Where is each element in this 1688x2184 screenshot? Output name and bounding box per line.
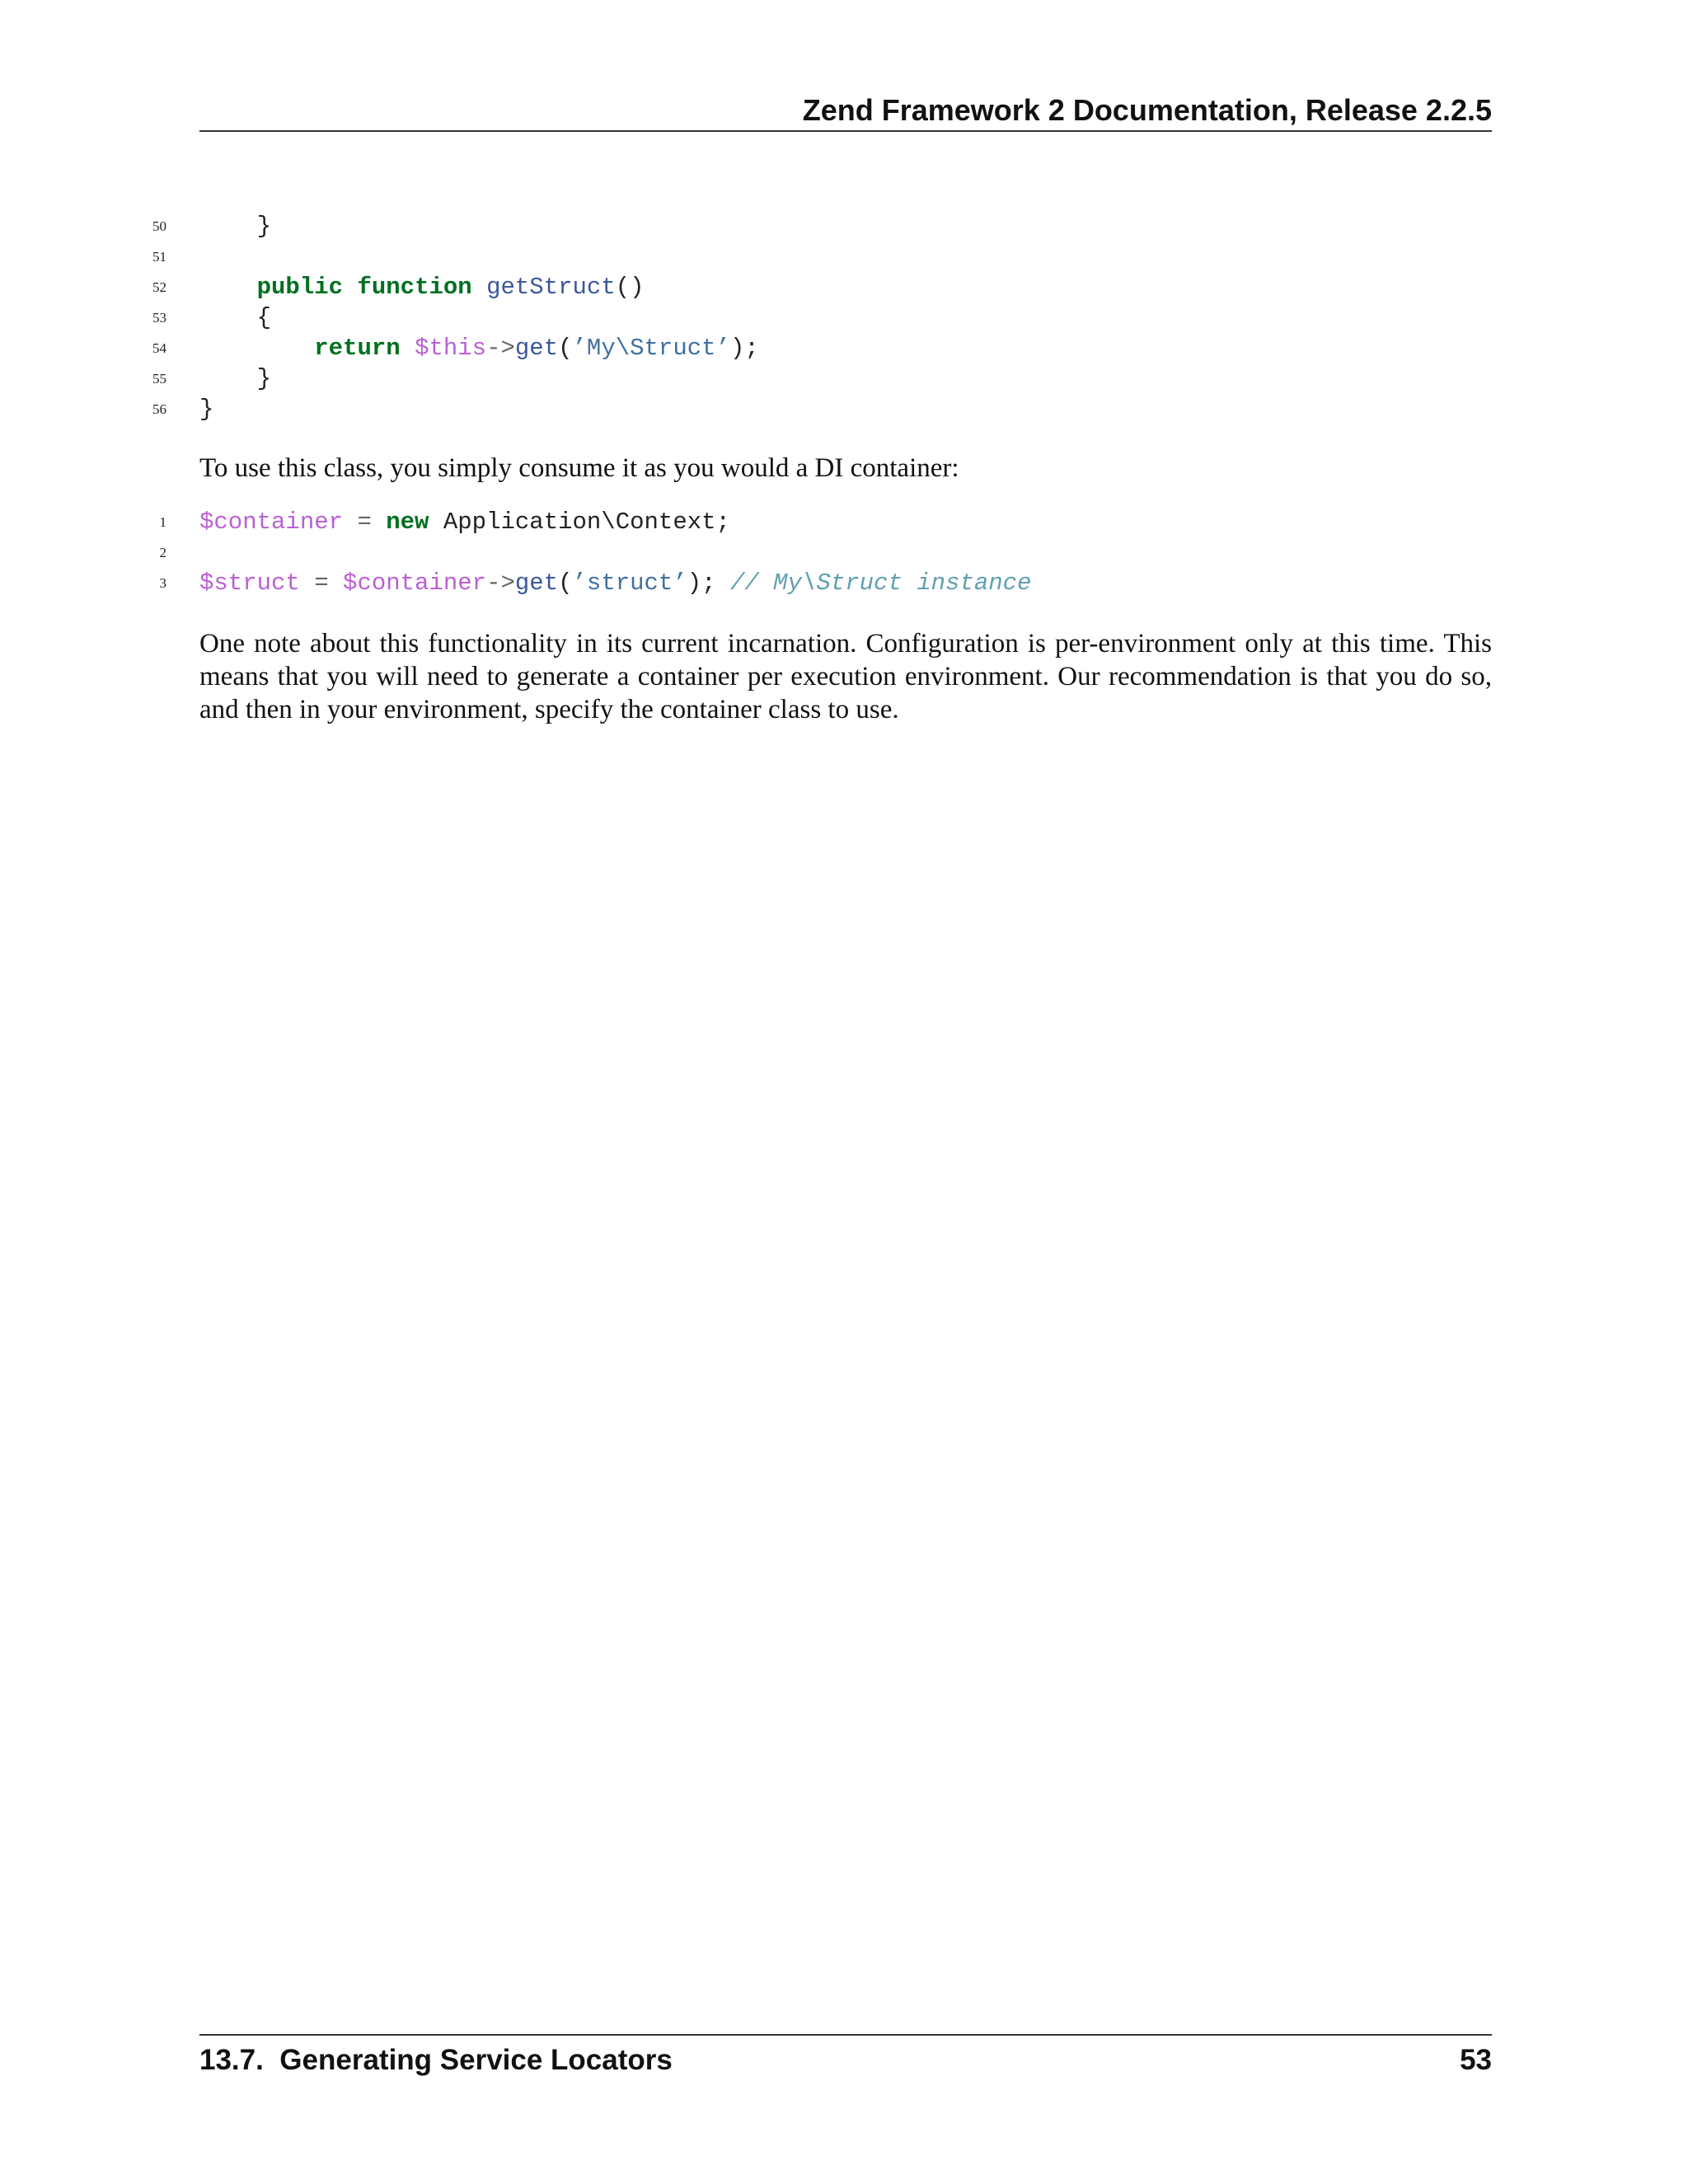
footer-section-title: 13.7. Generating Service Locators <box>199 2044 673 2076</box>
code-token <box>343 274 357 301</box>
code-token: ( <box>558 569 573 597</box>
code-token: -> <box>486 335 515 362</box>
code-token <box>199 335 314 362</box>
code-token <box>329 569 343 597</box>
code-token: $this <box>415 335 487 362</box>
line-number: 55 <box>152 371 166 387</box>
code-token: $container <box>199 509 344 536</box>
line-number: 50 <box>152 218 166 234</box>
footer-rule <box>199 2034 1492 2036</box>
code-text <box>199 568 1031 598</box>
code-line <box>0 394 1688 424</box>
code-token <box>372 509 386 536</box>
line-number: 1 <box>159 514 166 530</box>
code-token <box>401 335 415 362</box>
code-text <box>199 507 730 537</box>
code-token: = <box>314 569 329 597</box>
code-line <box>0 241 1688 272</box>
line-number: 51 <box>152 249 166 265</box>
header-title: Zend Framework 2 Documentation, Release 2.2.5 <box>802 93 1492 127</box>
code-token: Application\Context; <box>429 509 730 536</box>
line-number: 52 <box>152 279 166 295</box>
code-token <box>472 274 486 301</box>
code-line <box>0 272 1688 302</box>
line-number: 54 <box>152 340 166 356</box>
paragraph-usage-intro: To use this class, you simply consume it as you would a DI container: <box>199 453 959 483</box>
code-line <box>0 302 1688 333</box>
code-token: = <box>357 509 372 536</box>
line-number: 56 <box>152 401 166 417</box>
code-token: ’My\Struct’ <box>572 335 730 362</box>
code-line <box>0 507 1688 537</box>
code-line <box>0 363 1688 394</box>
code-token: } <box>199 213 272 240</box>
code-token <box>300 569 314 597</box>
code-token: -> <box>486 569 515 597</box>
code-text <box>199 272 645 302</box>
code-token <box>343 509 357 536</box>
code-token: { <box>199 304 272 331</box>
paragraph-note: One note about this functionality in its current incarnation. Configuration is per-environment only at this time. This means that you will need to generate a container per execution environment. Our recommendation is that you do so, and then in your environment, specify the container class to use. <box>199 629 1492 724</box>
code-line <box>0 568 1688 598</box>
code-token: ’struct’ <box>572 569 687 597</box>
code-token: function <box>357 274 472 301</box>
line-number: 3 <box>159 575 166 591</box>
code-token: ( <box>558 335 573 362</box>
code-token: // My\Struct instance <box>729 569 1032 597</box>
code-token: } <box>199 396 214 423</box>
code-token: $struct <box>199 569 300 597</box>
code-token: } <box>199 365 272 392</box>
code-token: get <box>514 335 559 362</box>
code-line <box>0 211 1688 241</box>
code-token: ); <box>687 569 730 597</box>
code-token: return <box>314 335 401 362</box>
header-rule <box>199 130 1492 132</box>
code-token: () <box>615 274 645 301</box>
code-token: $container <box>343 569 487 597</box>
footer-page-number: 53 <box>1460 2044 1492 2076</box>
code-token: new <box>386 509 429 536</box>
code-token: ); <box>729 335 759 362</box>
line-number: 53 <box>152 310 166 326</box>
code-text <box>199 211 271 241</box>
code-token: get <box>514 569 559 597</box>
code-text <box>199 394 213 424</box>
code-line <box>0 537 1688 568</box>
code-token <box>199 274 257 301</box>
code-text <box>199 363 271 394</box>
code-text <box>199 333 759 363</box>
code-token: public <box>256 274 344 301</box>
code-line <box>0 333 1688 363</box>
code-text <box>199 302 271 333</box>
line-number: 2 <box>159 545 166 560</box>
code-token: getStruct <box>486 274 616 301</box>
